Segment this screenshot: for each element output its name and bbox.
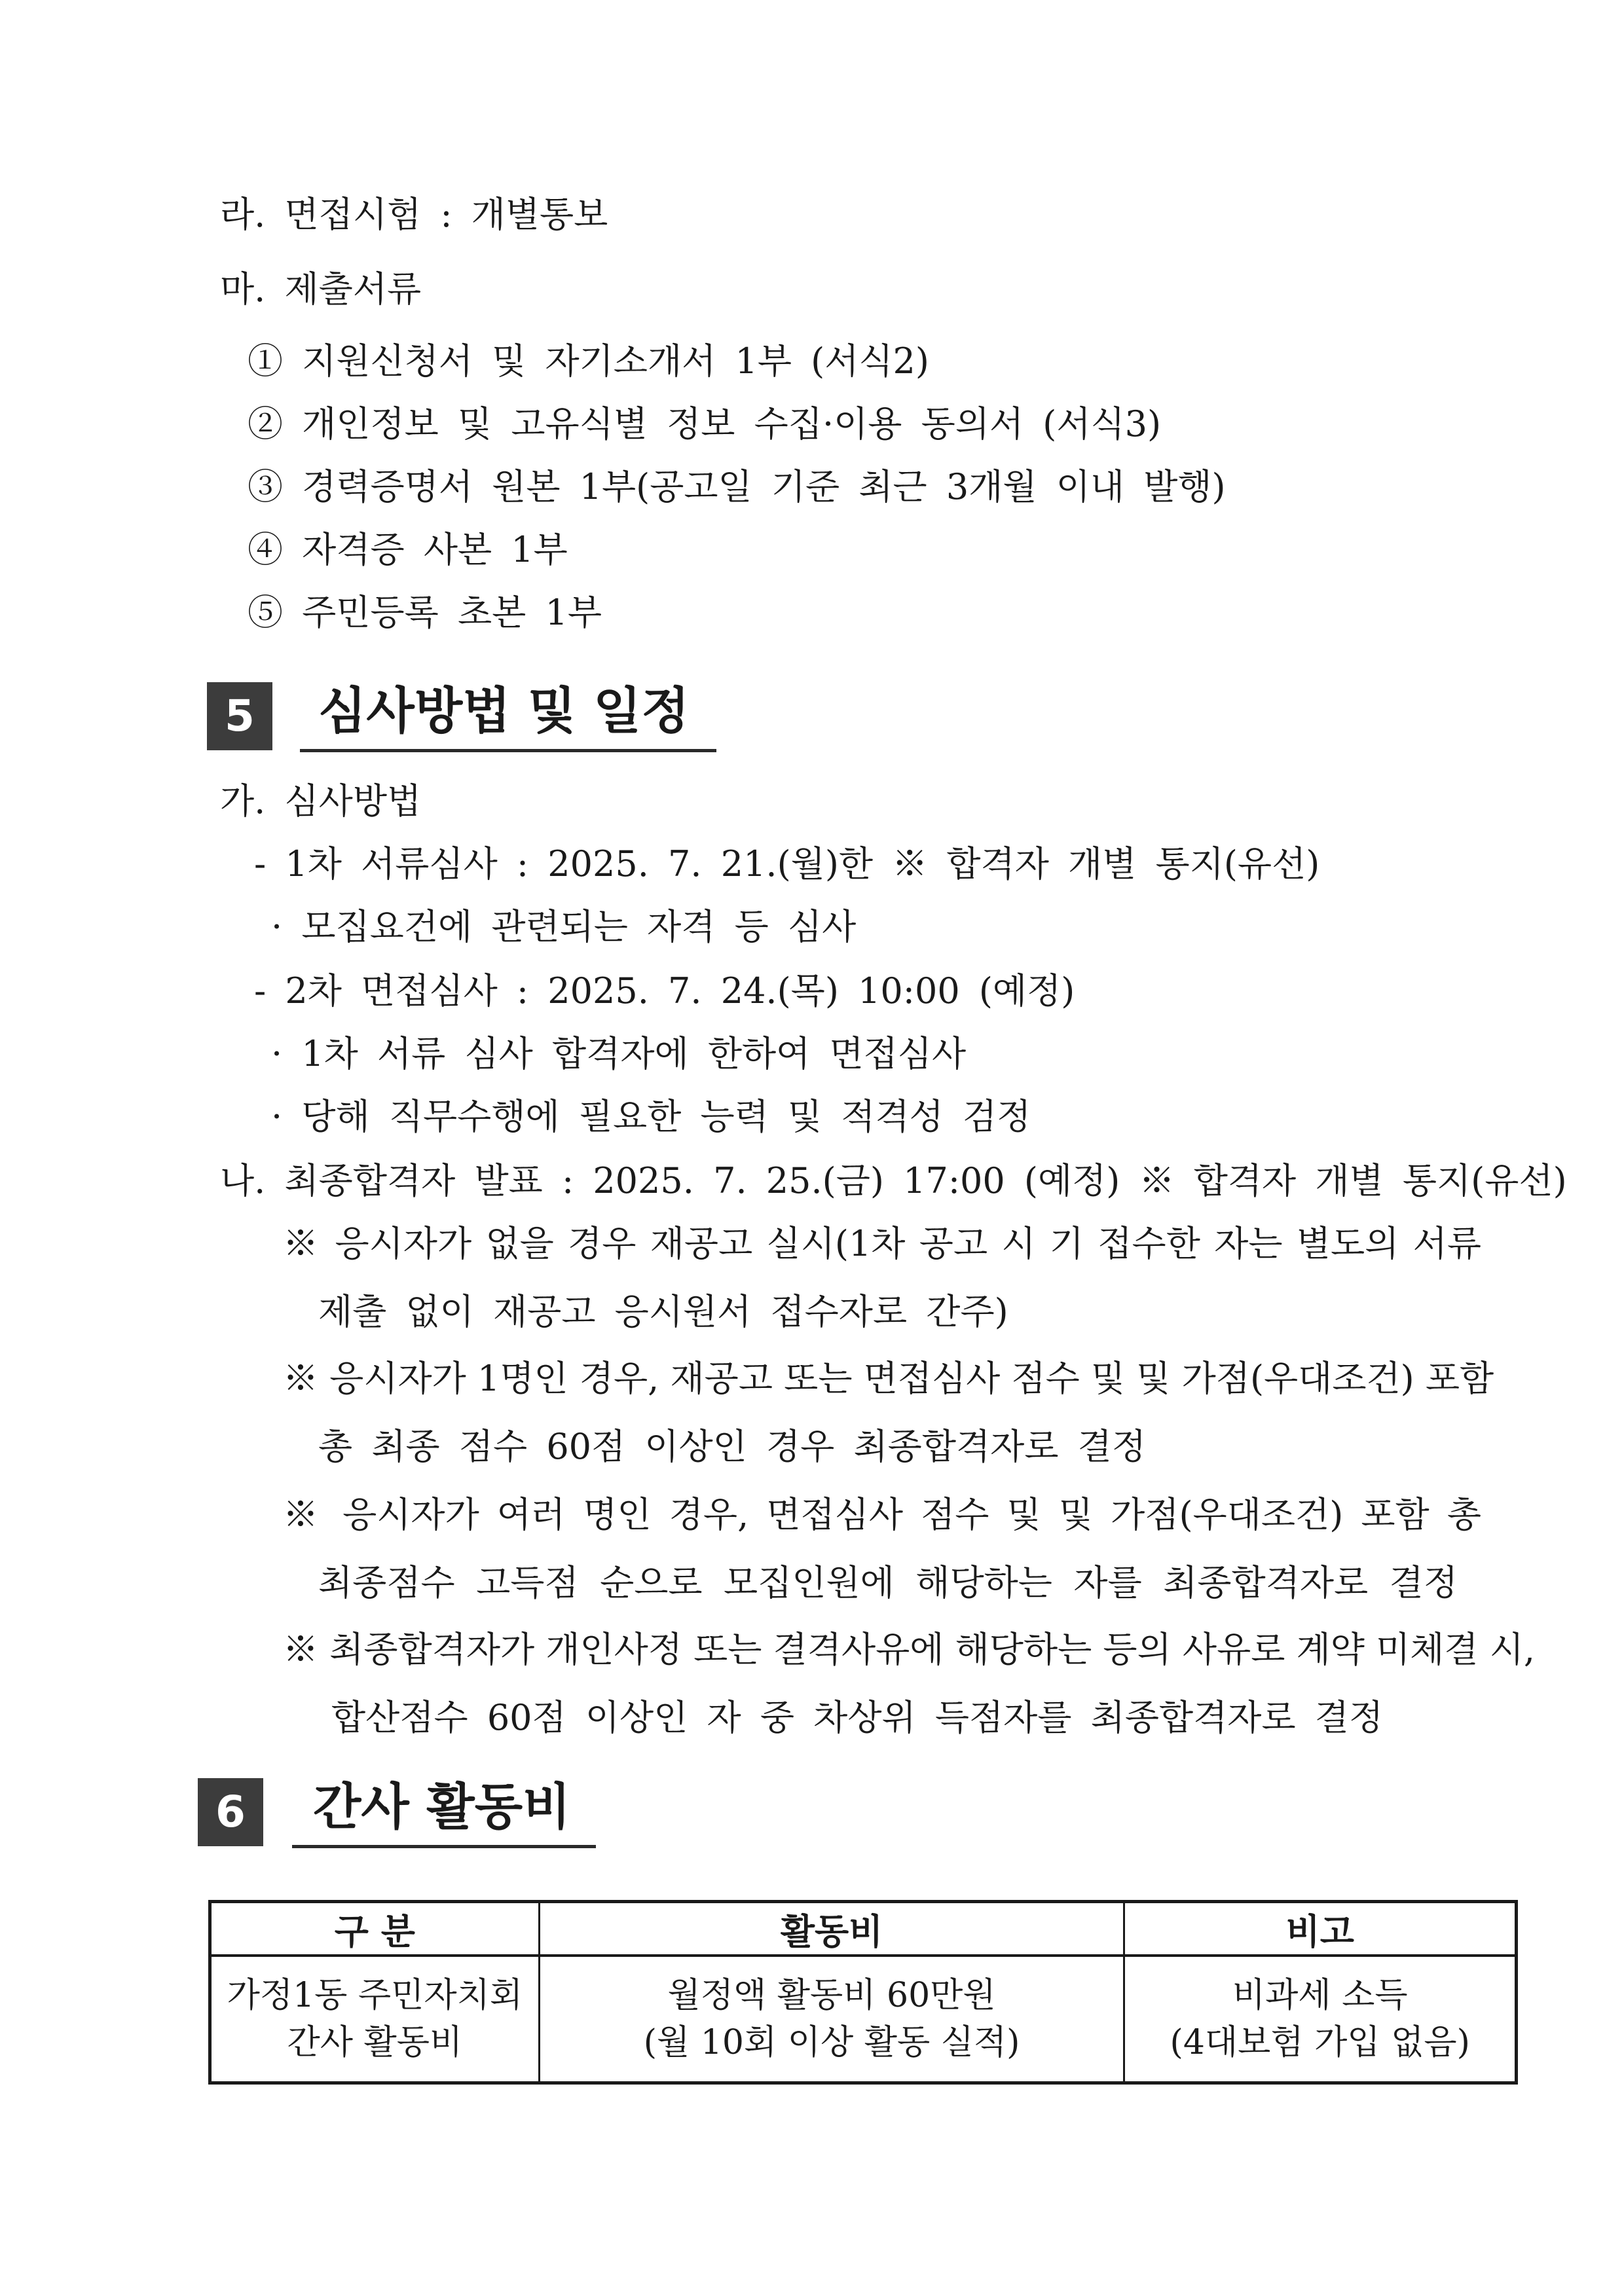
section-5-underline [300,749,716,752]
docs-heading: 마. 제출서류 [220,268,422,310]
section-5-title: 심사방법 및 일정 [318,682,690,740]
final-announcement: 나. 최종합격자 발표 : 2025. 7. 25.(금) 17:00 (예정) ※ 합격자 개별 통지(유선) [220,1160,1567,1201]
note-line-2: (4대보험 가입 없음) [1170,2023,1470,2062]
round1-detail: · 모집요건에 관련되는 자격 등 심사 [271,906,857,947]
note-3-line-2: 최종점수 고득점 순으로 모집인원에 해당하는 자를 최종합격자로 결정 [318,1562,1458,1603]
note-4-line-2: 합산점수 60점 이상인 자 중 차상위 득점자를 최종합격자로 결정 [331,1697,1384,1738]
category-line-1: 가정1동 주민자치회 [227,1976,523,2015]
note-2-line-2: 총 최종 점수 60점 이상인 경우 최종합격자로 결정 [318,1426,1146,1467]
note-1-line-2: 제출 없이 재공고 응시원서 접수자로 간주) [318,1291,1008,1332]
note-4-line-1: ※ 최종합격자가 개인사정 또는 결격사유에 해당하는 등의 사유로 계약 미체결 시, [283,1629,1536,1670]
section-6-underline [292,1845,596,1848]
header-fee: 활동비 [539,1902,1124,1956]
round2-schedule: - 2차 면접심사 : 2025. 7. 24.(목) 10:00 (예정) [254,970,1075,1011]
cell-category [210,1956,540,2083]
cell-fee [539,1956,1124,2083]
section-5-number: 5 [207,682,272,750]
category-line-2: 간사 활동비 [287,2023,463,2062]
note-3-line-1: ※ 응시자가 여러 명인 경우, 면접심사 점수 및 및 가점(우대조건) 포함 총 [283,1494,1481,1535]
table-row [210,1956,1517,2083]
section-6-number: 6 [198,1778,263,1846]
round1-schedule: - 1차 서류심사 : 2025. 7. 21.(월)한 ※ 합격자 개별 통지(유선) [254,843,1320,884]
round2-detail-1: · 1차 서류 심사 합격자에 한하여 면접심사 [271,1033,967,1074]
activity-fee-table [208,1900,1518,2085]
fee-line-1: 월정액 활동비 60만원 [667,1976,996,2015]
header-category: 구 분 [210,1902,540,1956]
note-2-line-1: ※ 응시자가 1명인 경우, 재공고 또는 면접심사 점수 및 및 가점(우대조건) 포함 [283,1358,1494,1399]
note-line-1: 비과세 소득 [1232,1976,1408,2015]
section-6-title: 간사 활동비 [313,1777,571,1836]
method-heading: 가. 심사방법 [220,780,422,822]
fee-line-2: (월 10회 이상 활동 실적) [643,2023,1020,2062]
doc-item-3: ③ 경력증명서 원본 1부(공고일 기준 최근 3개월 이내 발행) [248,466,1226,507]
table-header-row [210,1902,1517,1956]
interview-item: 라. 면접시험 : 개별통보 [220,194,608,235]
doc-item-1: ① 지원신청서 및 자기소개서 1부 (서식2) [248,340,929,382]
round2-detail-2: · 당해 직무수행에 필요한 능력 및 적격성 검정 [271,1096,1031,1137]
cell-note [1124,1956,1517,2083]
doc-item-5: ⑤ 주민등록 초본 1부 [248,592,602,633]
doc-item-2: ② 개인정보 및 고유식별 정보 수집·이용 동의서 (서식3) [248,403,1162,445]
doc-item-4: ④ 자격증 사본 1부 [248,529,568,570]
header-note: 비고 [1124,1902,1517,1956]
note-1-line-1: ※ 응시자가 없을 경우 재공고 실시(1차 공고 시 기 접수한 자는 별도의 서류 [283,1223,1481,1264]
